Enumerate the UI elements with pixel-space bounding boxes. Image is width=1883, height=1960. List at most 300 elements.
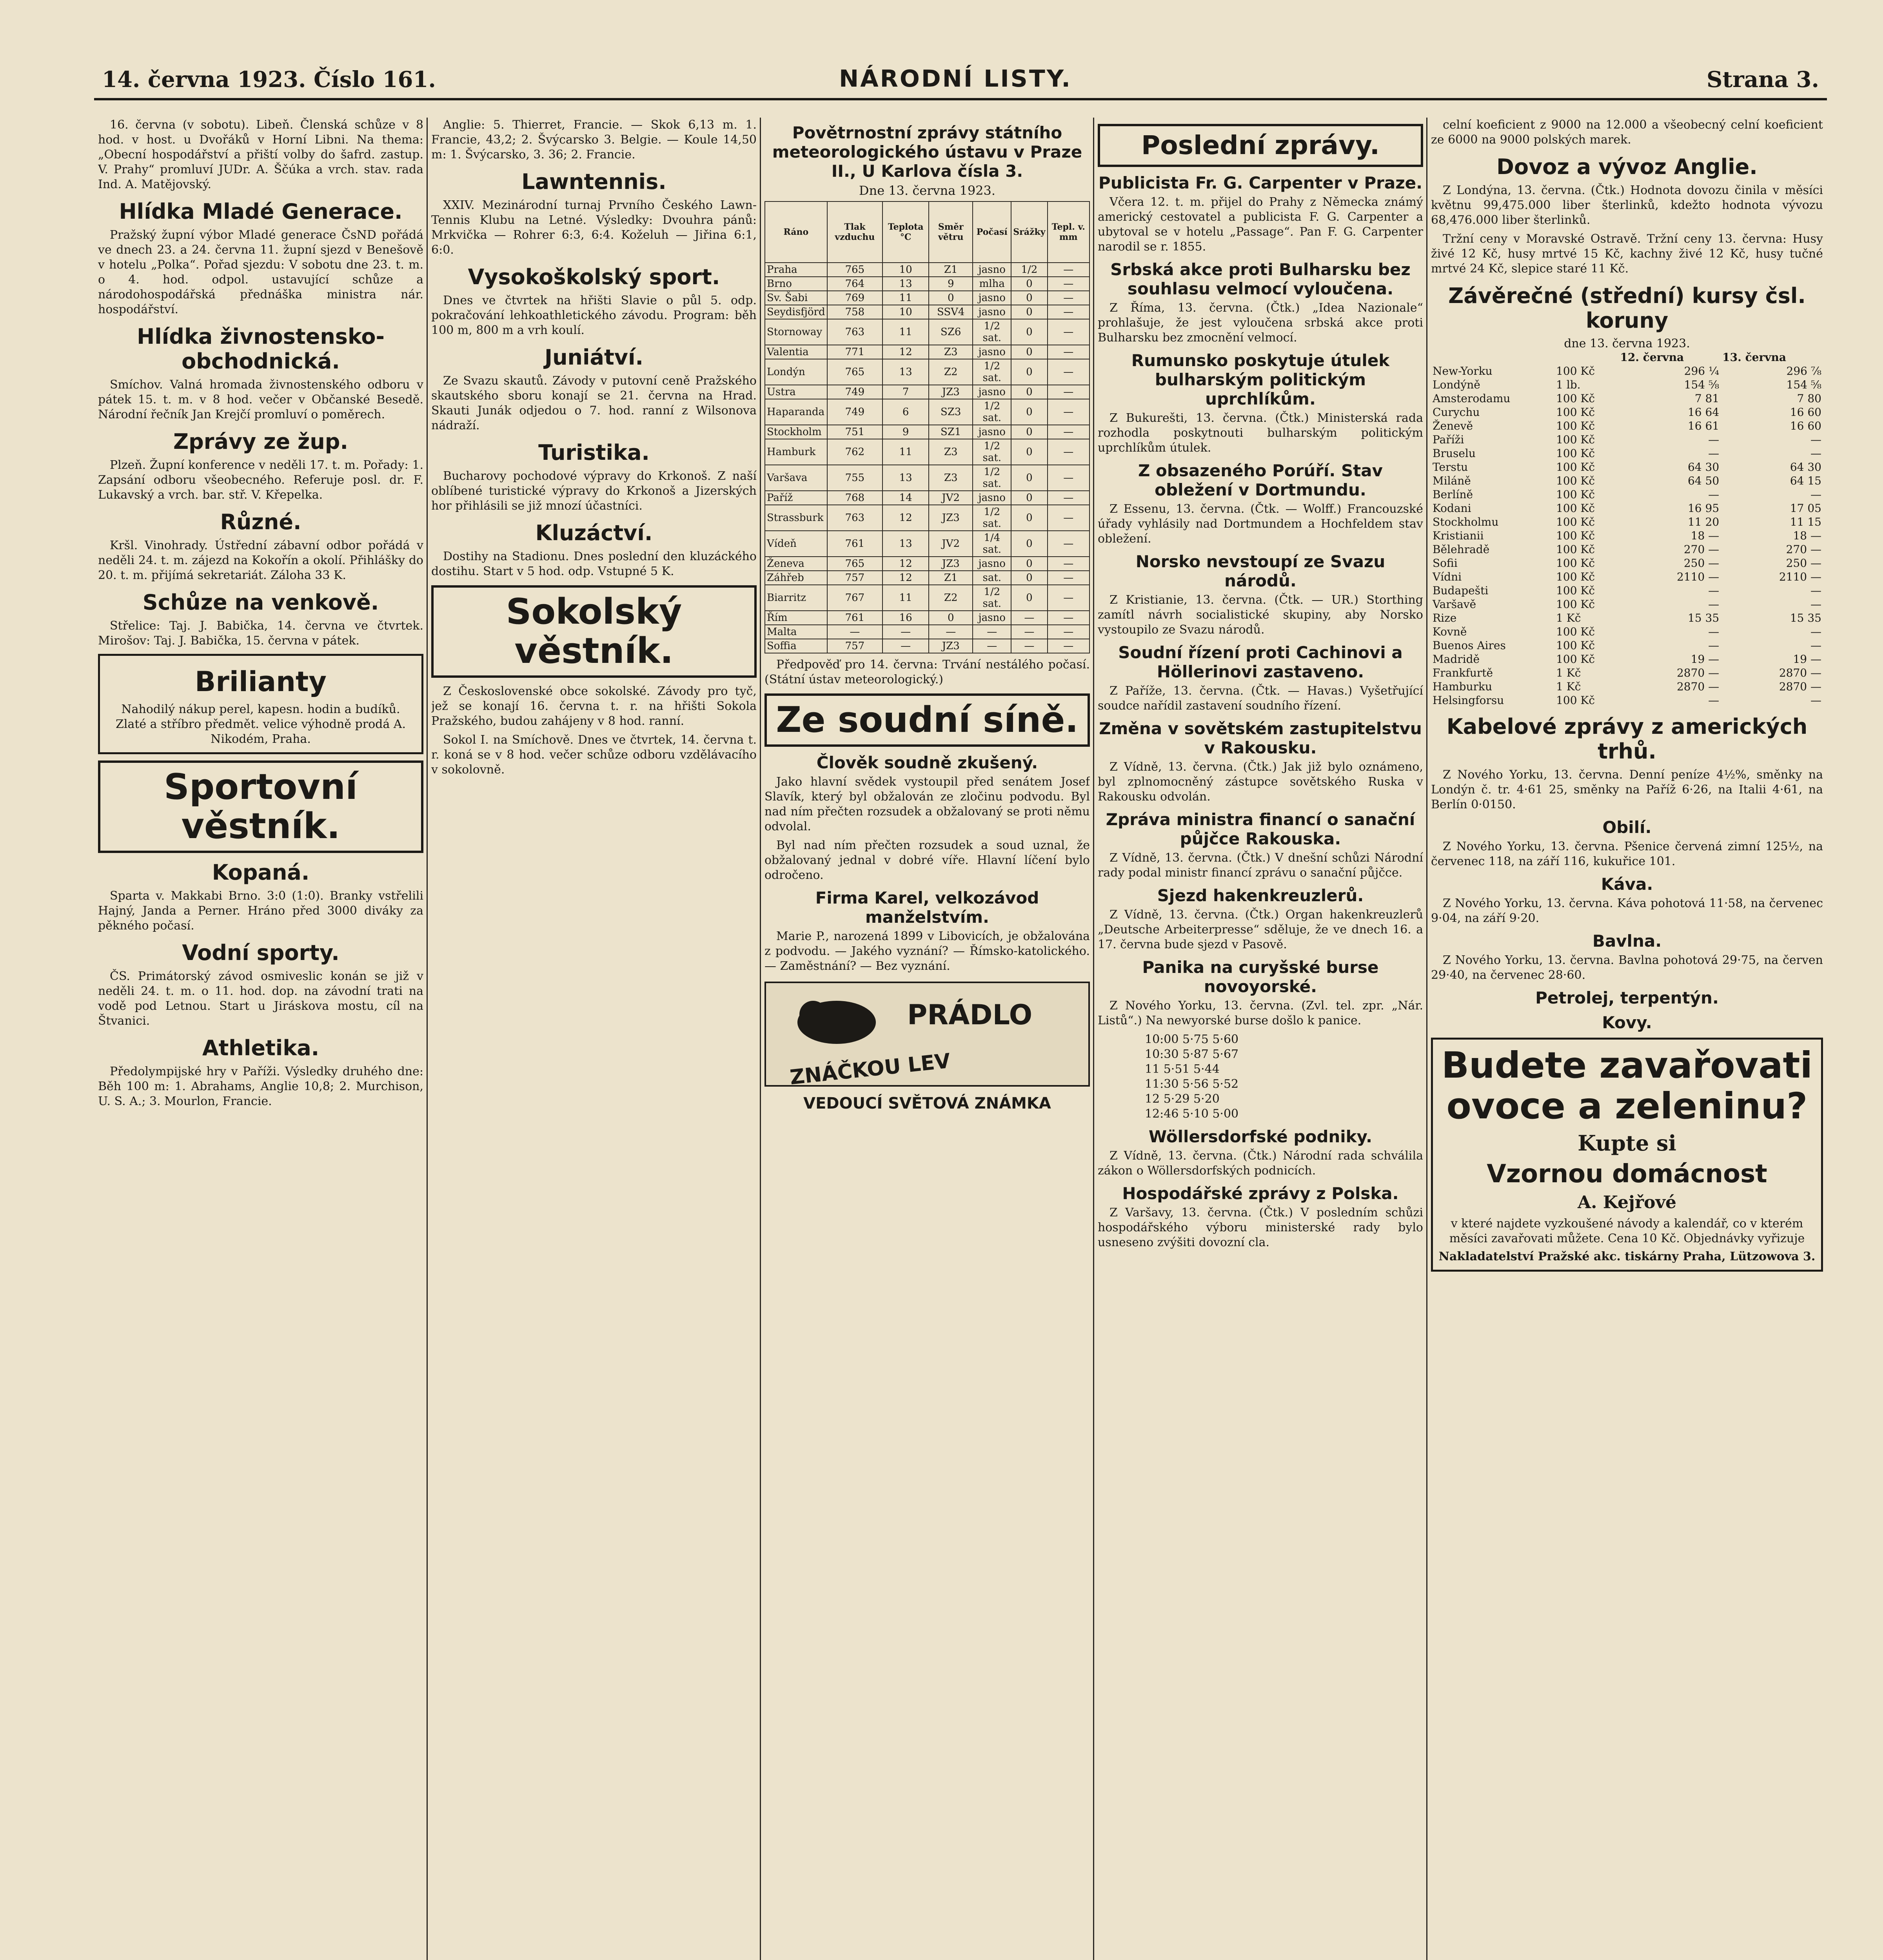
weather-cell: 13 xyxy=(882,277,929,291)
weather-row xyxy=(765,571,1089,585)
rates-header-cell xyxy=(1554,350,1618,364)
weather-cell: 763 xyxy=(827,319,883,345)
weather-cell: — xyxy=(1048,585,1090,611)
weather-cell: — xyxy=(1048,399,1090,425)
rates-cell: 100 Kč xyxy=(1556,461,1595,474)
rates-cell: 100 Kč xyxy=(1556,488,1595,501)
weather-cell: jasno xyxy=(973,611,1011,625)
rates-cell: 16 64 xyxy=(1687,406,1720,419)
weather-cell: Z3 xyxy=(929,465,973,491)
rates-cell: 154 ⅝ xyxy=(1684,378,1720,391)
ad-subtitle: Kupte si xyxy=(1578,1131,1676,1156)
article-text: Plzeň. Župní konference v neděli 17. t. m. Pořady: 1. Zapsání odboru všeobecného. Referuje posl. dr. F. Lukavský a vrch. bar. stř. V. Křepelka. xyxy=(98,458,423,502)
weather-cell: — xyxy=(1048,359,1090,385)
weather-cell: Stockholm xyxy=(765,425,827,439)
weather-cell: 14 xyxy=(882,491,929,505)
article-text: Z Vídně, 13. června. (Čtk.) Jak již bylo oznámeno, byl zplnomocněný zástupce sovětského Ruska v Rakousku odvolán. xyxy=(1098,760,1423,804)
weather-cell: 758 xyxy=(827,305,883,319)
column-1 xyxy=(98,118,423,1960)
weather-table xyxy=(764,201,1090,653)
weather-cell: jasno xyxy=(973,263,1011,277)
weather-cell: 0 xyxy=(1011,571,1047,585)
rates-cell: 100 Kč xyxy=(1556,584,1595,597)
weather-cell: jasno xyxy=(973,345,1011,359)
weather-cell: Soffia xyxy=(765,639,827,653)
section-heading: Turistika. xyxy=(538,440,650,465)
weather-cell: Stornoway xyxy=(765,319,827,345)
weather-cell: 0 xyxy=(1011,319,1047,345)
weather-cell: 12 xyxy=(882,557,929,571)
weather-cell: 768 xyxy=(827,491,883,505)
weather-cell: jasno xyxy=(973,305,1011,319)
weather-cell: 0 xyxy=(1011,491,1047,505)
weather-row xyxy=(765,611,1089,625)
weather-row xyxy=(765,385,1089,399)
weather-cell: — xyxy=(973,639,1011,653)
article-text: Anglie: 5. Thierret, Francie. — Skok 6,13 m. 1. Francie, 43,2; 2. Švýcarsko 3. Belgie. — Koule 14,50 m: 1. Švýcarsko, 3. 36; 2. Francie. xyxy=(431,118,757,162)
column-4 xyxy=(1098,118,1423,1960)
rates-cell: 16 60 xyxy=(1790,406,1821,419)
rates-cell: 7 80 xyxy=(1797,392,1821,405)
article-text: Předolympijské hry v Paříži. Výsledky druhého dne: Běh 100 m: 1. Abrahams, Anglie 10,8; 2. Murchison, U. S. A.; 3. Mourlon, Francie. xyxy=(98,1065,423,1108)
rates-cell: 100 Kč xyxy=(1556,406,1595,419)
weather-cell: 11 xyxy=(882,291,929,305)
rates-cell: 100 Kč xyxy=(1556,653,1595,666)
rates-row xyxy=(1431,584,1823,597)
rates-cell: 18 — xyxy=(1793,529,1821,542)
weather-cell: — xyxy=(1011,625,1047,639)
article-title: Srbská akce proti Bulharsku bez souhlasu velmocí vyloučena. xyxy=(1110,260,1411,298)
article-text: Z Nového Yorku, 13. června. (Zvl. tel. zpr. „Nár. Listů“.) Na newyorské burse došlo k panice. xyxy=(1098,999,1423,1027)
weather-cell: 762 xyxy=(827,439,883,465)
weather-cell: 1/2 xyxy=(1011,263,1047,277)
rates-row xyxy=(1431,488,1823,501)
rates-row xyxy=(1431,474,1823,488)
times-item: 12:46 5·10 5·00 xyxy=(1145,1107,1239,1121)
weather-cell: jasno xyxy=(973,385,1011,399)
weather-cell: — xyxy=(1048,277,1090,291)
rates-cell: Varšavě xyxy=(1433,598,1476,611)
column-rule xyxy=(760,118,761,1960)
article-title: Rumunsko poskytuje útulek bulharským politickým uprchlíkům. xyxy=(1131,351,1390,408)
rates-cell: Sofii xyxy=(1433,557,1458,570)
weather-cell: — xyxy=(1048,263,1090,277)
rates-cell: — xyxy=(1810,488,1821,501)
rates-cell: 11 20 xyxy=(1687,515,1720,528)
article-text: Z Nového Yorku, 13. června. Denní peníze 4½%, směnky na Londýn č. tr. 4·61 25, směnky na Paříž 6·26, na Italii 4·61, na Berlín 0·0150. xyxy=(1431,768,1823,811)
weather-row xyxy=(765,263,1089,277)
rates-cell: 296 ⅞ xyxy=(1786,365,1821,377)
rates-cell: 100 Kč xyxy=(1556,419,1595,432)
rates-cell: 100 Kč xyxy=(1556,598,1595,611)
rates-cell: — xyxy=(1810,639,1821,652)
weather-cell: 10 xyxy=(882,305,929,319)
weather-cell: — xyxy=(1048,425,1090,439)
rates-cell: Rize xyxy=(1433,612,1457,624)
article-text: Sparta v. Makkabi Brno. 3:0 (1:0). Branky vstřelili Hajný, Janda a Perner. Hráno před 3000 diváky za pěkného počasí. xyxy=(98,889,423,933)
rates-cell: 64 15 xyxy=(1790,474,1821,487)
weather-cell: 765 xyxy=(827,557,883,571)
ad-brand: PRÁDLO xyxy=(907,999,1033,1031)
rates-cell: Bělehradě xyxy=(1433,543,1490,556)
weather-cell: 13 xyxy=(882,531,929,557)
rates-row xyxy=(1431,529,1823,543)
weather-cell: 751 xyxy=(827,425,883,439)
rates-cell: 100 Kč xyxy=(1556,392,1595,405)
rates-cell: Budapešti xyxy=(1433,584,1489,597)
weather-cell: 761 xyxy=(827,531,883,557)
weather-cell: 0 xyxy=(1011,345,1047,359)
rates-cell: New-Yorku xyxy=(1433,365,1493,377)
weather-cell: SZ3 xyxy=(929,399,973,425)
weather-cell: — xyxy=(1011,611,1047,625)
article-text: Sokol I. na Smíchově. Dnes ve čtvrtek, 14. června t. r. koná se v 8 hod. večer schůze odboru vzdělávacího v sokolovně. xyxy=(431,733,757,777)
weather-cell: 1/2 sat. xyxy=(973,319,1011,345)
section-heading: Athletika. xyxy=(202,1036,320,1060)
weather-cell: Z1 xyxy=(929,571,973,585)
weather-cell: — xyxy=(1048,625,1090,639)
article-title: Publicista Fr. G. Carpenter v Praze. xyxy=(1098,173,1423,192)
ad-slogan: VEDOUCÍ SVĚTOVÁ ZNÁMKA xyxy=(803,1094,1051,1112)
article-title: Člověk soudně zkušený. xyxy=(816,753,1038,772)
article-title: Norsko nevstoupí ze Svazu národů. xyxy=(1135,552,1385,590)
article-text: Marie P., narozená 1899 v Libovicích, je obžalována z podvodu. — Jakého vyznání? — Římsko-katolického. — Zaměstnání? — Bez vyznání. xyxy=(764,929,1090,973)
section-heading: Dovoz a vývoz Anglie. xyxy=(1496,154,1758,179)
weather-row xyxy=(765,465,1089,491)
weather-cell: — xyxy=(1048,345,1090,359)
weather-header-cell: Tepl. v. mm xyxy=(1048,201,1090,263)
weather-cell: — xyxy=(1048,319,1090,345)
article-title: Hospodářské zprávy z Polska. xyxy=(1122,1184,1399,1203)
weather-cell: 0 xyxy=(1011,505,1047,531)
weather-cell: 1/4 sat. xyxy=(973,531,1011,557)
article-title: Wöllersdorfské podniky. xyxy=(1148,1127,1373,1146)
weather-cell: 11 xyxy=(882,439,929,465)
weather-cell: 1/2 sat. xyxy=(973,585,1011,611)
lion-icon xyxy=(790,991,884,1050)
rates-header-cell: 12. června xyxy=(1620,351,1684,364)
section-heading: Vodní sporty. xyxy=(182,940,340,965)
weather-cell: 765 xyxy=(827,263,883,277)
article-text: Z Československé obce sokolské. Závody pro tyč, jež se konají 16. června t. r. na hřišti Sokola Pražského, budou zahájeny v 8 hod. ranní. xyxy=(431,684,757,728)
article-text: Z Říma, 13. června. (Čtk.) „Idea Nazionale“ prohlašuje, že jest vyloučena srbská akce proti Bulharsku bez zmocnění velmocí. xyxy=(1098,301,1423,345)
rates-cell: Curychu xyxy=(1433,406,1480,419)
weather-cell: — xyxy=(1048,611,1090,625)
advertisement-brilianty xyxy=(98,654,423,754)
weather-cell: 765 xyxy=(827,359,883,385)
weather-cell: 769 xyxy=(827,291,883,305)
weather-cell: — xyxy=(827,625,883,639)
column-rule xyxy=(427,118,428,1960)
rates-row xyxy=(1431,652,1823,666)
section-heading: Různé. xyxy=(220,510,301,534)
weather-header-cell: Srážky xyxy=(1011,201,1047,263)
section-heading: Schůze na venkově. xyxy=(142,590,379,615)
rates-cell: 2870 — xyxy=(1779,680,1821,693)
rates-cell: Frankfurtě xyxy=(1433,666,1493,679)
weather-cell: 1/2 sat. xyxy=(973,439,1011,465)
weather-row xyxy=(765,399,1089,425)
masthead: NÁRODNÍ LISTY. xyxy=(839,65,1072,93)
rates-row xyxy=(1431,639,1823,652)
article-text: Z Varšavy, 13. června. (Čtk.) V posledním schůzi hospodářského výboru ministerské rady bylo usneseno zvýšiti dovozní cla. xyxy=(1098,1206,1423,1249)
weather-cell: JV2 xyxy=(929,531,973,557)
article-text: Z Paříže, 13. června. (Čtk. — Havas.) Vyšetřující soudce nařídil zastavení soudního řízení. xyxy=(1098,684,1423,713)
weather-cell: 0 xyxy=(929,291,973,305)
rates-cell: Amsterodamu xyxy=(1433,392,1511,405)
weather-cell: 12 xyxy=(882,505,929,531)
rates-cell: 17 05 xyxy=(1790,502,1821,515)
weather-cell: 6 xyxy=(882,399,929,425)
column-rule xyxy=(1093,118,1094,1960)
weather-cell: 11 xyxy=(882,319,929,345)
weather-cell: sat. xyxy=(973,571,1011,585)
weather-cell: 9 xyxy=(929,277,973,291)
rates-cell: 154 ⅝ xyxy=(1786,378,1821,391)
advertisement-pradlo xyxy=(764,982,1090,1090)
weather-cell: 11 xyxy=(882,585,929,611)
section-heading: Závěrečné (střední) kursy čsl. koruny xyxy=(1448,283,1806,333)
weather-row xyxy=(765,505,1089,531)
section-heading: Hlídka Mladé Generace. xyxy=(119,199,403,224)
rates-row xyxy=(1431,693,1823,707)
rates-cell: 15 35 xyxy=(1790,612,1821,624)
weather-cell: — xyxy=(882,639,929,653)
weather-cell: Londýn xyxy=(765,359,827,385)
weather-cell: 0 xyxy=(929,611,973,625)
weather-cell: Záhřeb xyxy=(765,571,827,585)
rates-cell: 100 Kč xyxy=(1556,694,1595,707)
times-item: 11 5·51 5·44 xyxy=(1145,1062,1220,1076)
weather-cell: Strassburk xyxy=(765,505,827,531)
rates-cell: 100 Kč xyxy=(1556,557,1595,570)
ad-title: Budete zavařovati ovoce a zeleninu? xyxy=(1441,1044,1813,1127)
weather-cell: Varšava xyxy=(765,465,827,491)
weather-cell: — xyxy=(1048,465,1090,491)
weather-cell: 749 xyxy=(827,399,883,425)
weather-row xyxy=(765,319,1089,345)
rates-cell: 250 — xyxy=(1786,557,1821,570)
article-text: Z Nového Yorku, 13. června. Bavlna pohotová 29·75, na červen 29·40, na červenec 28·60. xyxy=(1431,953,1823,982)
column-2 xyxy=(431,118,757,1960)
rates-cell: 64 30 xyxy=(1790,461,1821,474)
weather-row xyxy=(765,639,1089,653)
weather-cell: 0 xyxy=(1011,557,1047,571)
article-text: Z Londýna, 13. června. (Čtk.) Hodnota dovozu činila v měsíci květnu 99,475.000 liber šterlinků, kdežto hodnota vývozu 68,476.000 liber šterlinků. xyxy=(1431,183,1823,227)
article-title: Změna v sovětském zastupitelstvu v Rakousku. xyxy=(1099,719,1422,757)
weather-header-cell: Směr větru xyxy=(929,201,973,263)
article-text: Bucharovy pochodové výpravy do Krkonoš. Z naší oblíbené turistické výpravy do Krkonoš a Jizerských hor přihlásili se již mnozí účastníci. xyxy=(431,469,757,513)
weather-row xyxy=(765,531,1089,557)
article-text: Z Bukurešti, 13. června. (Čtk.) Ministerská rada rozhodla poskytnouti bulharským politickým uprchlíkům útulek. xyxy=(1098,411,1423,455)
weather-cell: Z2 xyxy=(929,585,973,611)
weather-row xyxy=(765,557,1089,571)
ad-publisher: Nakladatelství Pražské akc. tiskárny Praha, Lützowova 3. xyxy=(1438,1250,1816,1263)
article-text: ČS. Primátorský závod osmiveslic konán se již v neděli 24. t. m. o 11. hod. dop. na závodní trati na vodě pod Letnou. Start u Jiráskova mostu, cíl na Štvanici. xyxy=(98,969,423,1028)
weather-cell: JZ3 xyxy=(929,557,973,571)
weather-cell: 0 xyxy=(1011,439,1047,465)
weather-cell: Haparanda xyxy=(765,399,827,425)
weather-cell: 1/2 sat. xyxy=(973,359,1011,385)
rates-cell: Ženevě xyxy=(1433,419,1473,432)
rates-cell: 19 — xyxy=(1793,653,1821,666)
ad-book-title: Vzornou domácnost xyxy=(1487,1160,1767,1189)
weather-header-cell: Počasí xyxy=(973,201,1011,263)
rates-row xyxy=(1431,515,1823,529)
rates-cell: — xyxy=(1810,433,1821,446)
rates-cell: 100 Kč xyxy=(1556,625,1595,638)
rates-cell: 100 Kč xyxy=(1556,570,1595,583)
article-text: celní koeficient z 9000 na 12.000 a všeobecný celní koeficient ze 6000 na 9000 polských marek. xyxy=(1431,118,1823,147)
rates-cell: — xyxy=(1810,694,1821,707)
rates-cell: 64 50 xyxy=(1687,474,1720,487)
ad-title: Brilianty xyxy=(194,666,327,698)
section-heading: Petrolej, terpentýn. xyxy=(1535,988,1719,1007)
weather-cell: jasno xyxy=(973,291,1011,305)
weather-cell: 0 xyxy=(1011,465,1047,491)
times-item: 12 5·29 5·20 xyxy=(1145,1092,1220,1106)
rates-cell: Kodani xyxy=(1433,502,1471,515)
column-rule xyxy=(1426,118,1427,1960)
weather-cell: SZ6 xyxy=(929,319,973,345)
weather-header-cell: Teplota °C xyxy=(882,201,929,263)
rates-cell: — xyxy=(1708,433,1720,446)
section-heading: Hlídka živnostensko-obchodnická. xyxy=(137,324,385,374)
weather-cell: 0 xyxy=(1011,585,1047,611)
column-3 xyxy=(764,118,1090,1960)
rates-cell: 270 — xyxy=(1683,543,1720,556)
weather-cell: 771 xyxy=(827,345,883,359)
weather-cell: 755 xyxy=(827,465,883,491)
weather-cell: 761 xyxy=(827,611,883,625)
article-text: Z Kristianie, 13. června. (Čtk. — UR.) Storthing zamítl návrh socialistické skupiny, aby Norsko vystoupilo ze Svazu národů. xyxy=(1098,593,1423,637)
rates-cell: Hamburku xyxy=(1433,680,1493,693)
weather-cell: Brno xyxy=(765,277,827,291)
rates-cell: 1 Kč xyxy=(1556,680,1581,693)
news-banner: Poslední zprávy. xyxy=(1098,124,1423,167)
rates-cell: Stockholmu xyxy=(1433,515,1499,528)
weather-cell: 9 xyxy=(882,425,929,439)
weather-cell: Z1 xyxy=(929,263,973,277)
rates-cell: 1 Kč xyxy=(1556,612,1581,624)
article-title: Firma Karel, velkozávod manželstvím. xyxy=(815,888,1039,927)
rates-cell: 100 Kč xyxy=(1556,447,1595,460)
weather-cell: 13 xyxy=(882,465,929,491)
rates-cell: 1 lb. xyxy=(1556,378,1581,391)
rates-row xyxy=(1431,611,1823,625)
weather-cell: Valentia xyxy=(765,345,827,359)
article-text: 16. června (v sobotu). Libeň. Členská schůze v 8 hod. v host. u Dvořáků v Horní Libni. Na thema: „Obecní hospodářství a přiští volby do šafrd. zastup. V. Prahy“ promluví JUDr. A. Ščúka a vrch. stav. rada Ind. A. Matějovský. xyxy=(98,118,423,191)
rates-cell: 296 ¼ xyxy=(1684,365,1720,377)
weather-cell: JZ3 xyxy=(929,639,973,653)
rates-cell: Bruselu xyxy=(1433,447,1476,460)
rates-cell: Madridě xyxy=(1433,653,1480,666)
article-text: Z Vídně, 13. června. (Čtk.) Organ hakenkreuzlerů „Deutsche Arbeiterpresse“ sděluje, že ve dnech 16. a 17. června bude sjezd v Pasově. xyxy=(1098,908,1423,951)
rates-cell: Miláně xyxy=(1433,474,1471,487)
weather-cell: Hamburk xyxy=(765,439,827,465)
article-text: Byl nad ním přečten rozsudek a soud uznal, že obžalovaný jednal v dobré víře. Hlavní líčení bylo odročeno. xyxy=(764,838,1090,882)
weather-cell: jasno xyxy=(973,491,1011,505)
rates-cell: 16 60 xyxy=(1790,419,1821,432)
rates-table xyxy=(1431,350,1823,707)
article-text: Z Vídně, 13. června. (Čtk.) V dnešní schůzi Národní rady podal ministr financí zprávu o sanační půjčce. xyxy=(1098,851,1423,880)
weather-cell: Z2 xyxy=(929,359,973,385)
weather-cell: 767 xyxy=(827,585,883,611)
article-text: Z Nového Yorku, 13. června. Káva pohotová 11·58, na červenec 9·04, na září 9·20. xyxy=(1431,897,1823,925)
article-text: Dostihy na Stadionu. Dnes poslední den kluzáckého dostihu. Start v 5 hod. odp. Vstupné 5 K. xyxy=(431,550,757,578)
times-item: 11:30 5·56 5·52 xyxy=(1145,1077,1239,1091)
rates-cell: 2110 — xyxy=(1676,570,1720,583)
rates-row xyxy=(1431,543,1823,556)
rates-cell: 16 95 xyxy=(1687,502,1720,515)
rates-row xyxy=(1431,556,1823,570)
section-heading: Kopaná. xyxy=(212,860,310,885)
times-item: 10:00 5·75 5·60 xyxy=(1145,1033,1239,1046)
article-title: Sjezd hakenkreuzlerů. xyxy=(1157,886,1364,905)
times-item: 10:30 5·87 5·67 xyxy=(1145,1047,1239,1061)
weather-cell: SSV4 xyxy=(929,305,973,319)
rates-cell: — xyxy=(1708,625,1720,638)
rates-cell: 19 — xyxy=(1691,653,1720,666)
weather-row xyxy=(765,359,1089,385)
rates-cell: 2870 — xyxy=(1676,680,1720,693)
rates-cell: Terstu xyxy=(1433,461,1468,474)
weather-cell: 0 xyxy=(1011,531,1047,557)
rates-cell: 7 81 xyxy=(1694,392,1720,405)
weather-cell: — xyxy=(1011,639,1047,653)
article-text: Dnes ve čtvrtek na hřišti Slavie o půl 5. odp. pokračování lehkoathletického závodu. Program: běh 100 m, 800 m a vrh koulí. xyxy=(431,294,757,337)
weather-cell: 0 xyxy=(1011,399,1047,425)
weather-cell: 10 xyxy=(882,263,929,277)
weather-cell: mlha xyxy=(973,277,1011,291)
article-title: Zpráva ministra financí o sanační půjčce Rakouska. xyxy=(1106,810,1415,848)
article-text: Pražský župní výbor Mladé generace ČsND pořádá ve dnech 23. a 24. června 11. župní sjezd v Benešově v hotelu „Polka“. Pořad sjezdu: V sobotu dne 23. t. m. o 4. hod. odpol. ustavující schůze a národohospodářská přednáška ministra nár. hospodářství. xyxy=(98,228,423,316)
weather-cell: Sv. Šabi xyxy=(765,291,827,305)
rates-cell: 16 61 xyxy=(1687,419,1720,432)
page-header xyxy=(94,63,1827,100)
weather-cell: 0 xyxy=(1011,291,1047,305)
weather-cell: Z3 xyxy=(929,439,973,465)
rates-cell: Kovně xyxy=(1433,625,1467,638)
rates-cell: 1 Kč xyxy=(1556,666,1581,679)
rates-cell: Buenos Aires xyxy=(1433,639,1506,652)
article-text: XXIV. Mezinárodní turnaj Prvního Českého Lawn-Tennis Klubu na Letné. Výsledky: Dvouhra pánů: Mrkvička — Rohrer 6:3, 6:4. Koželuh — Jiřina 6:1, 6:0. xyxy=(431,198,757,257)
weather-cell: JZ3 xyxy=(929,385,973,399)
section-heading: Lawntennis. xyxy=(521,169,666,194)
article-text: Střelice: Taj. J. Babička, 14. června ve čtvrtek. Mirošov: Taj. J. Babička, 15. června v pátek. xyxy=(98,619,423,648)
rates-cell: 100 Kč xyxy=(1556,365,1595,377)
rates-row xyxy=(1431,460,1823,474)
rates-cell: 100 Kč xyxy=(1556,502,1595,515)
weather-cell: Praha xyxy=(765,263,827,277)
rates-row xyxy=(1431,433,1823,446)
weather-cell: — xyxy=(1048,385,1090,399)
section-heading: Kovy. xyxy=(1602,1013,1652,1032)
weather-cell: 0 xyxy=(1011,305,1047,319)
weather-cell: — xyxy=(1048,439,1090,465)
weather-cell: JV2 xyxy=(929,491,973,505)
article-text: Kršl. Vinohrady. Ústřední zábavní odbor pořádá v neděli 24. t. m. zájezd na Kokořín a okolí. Přihlášky do 20. t. m. přijímá sekretariát. Záloha 33 K. xyxy=(98,539,423,582)
weather-cell: JZ3 xyxy=(929,505,973,531)
rates-row xyxy=(1431,666,1823,680)
weather-cell: — xyxy=(1048,291,1090,305)
weather-cell: 12 xyxy=(882,571,929,585)
rates-cell: — xyxy=(1708,694,1720,707)
weather-row xyxy=(765,277,1089,291)
weather-cell: — xyxy=(1048,557,1090,571)
weather-cell: Vídeň xyxy=(765,531,827,557)
weather-cell: — xyxy=(1048,571,1090,585)
